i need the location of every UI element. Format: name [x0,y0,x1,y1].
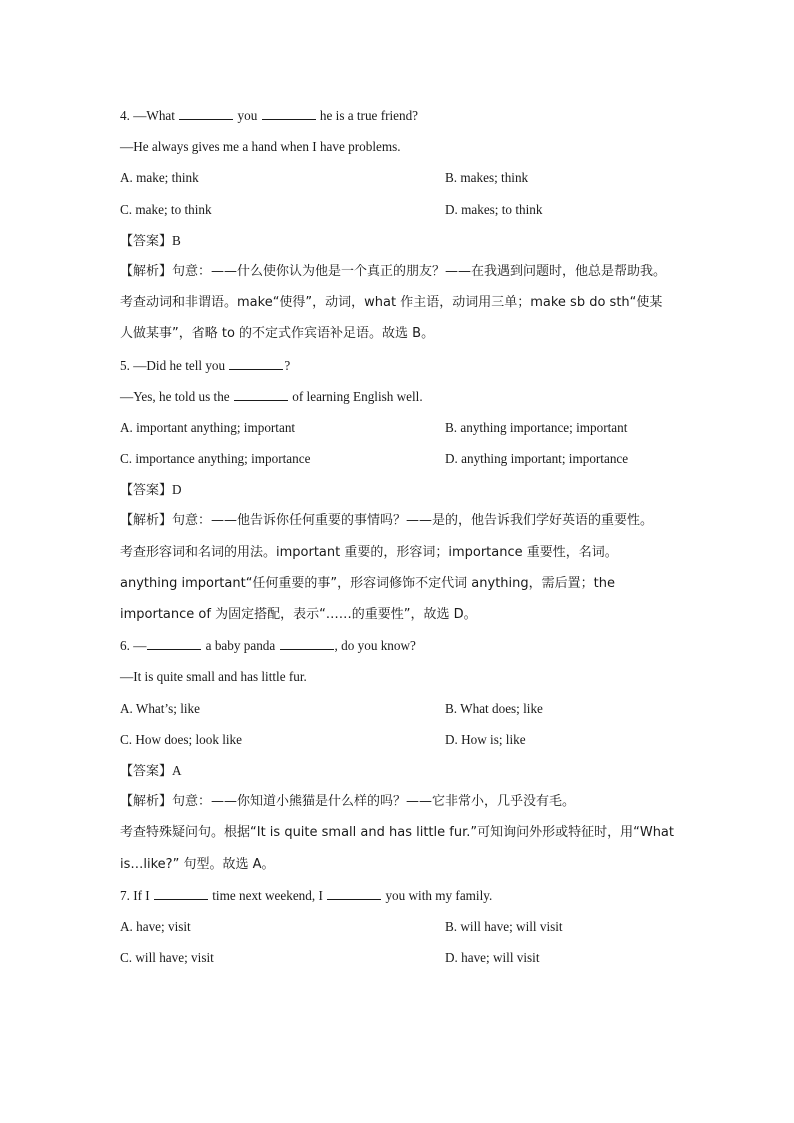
question-7-options-row-2 [120,942,675,973]
question-7-stem [120,880,675,911]
option-d: D. makes; to think [445,201,543,217]
analysis-label: 【解析】 [120,794,173,810]
question-5-options-row-1 [120,412,675,443]
stem-text: a baby panda [202,638,279,654]
option-a: A. What’s; like [120,700,200,716]
option-b: B. What does; like [445,700,543,716]
reply-text: of learning English well. [288,388,423,404]
analysis-label: 【解析】 [120,513,173,529]
answer-value: B [172,232,181,248]
answer-blank [327,886,381,900]
answer-blank [234,387,288,401]
analysis-label: 【解析】 [120,263,173,279]
question-4-analysis [120,256,675,287]
option-a: A. important anything; important [120,419,296,435]
stem-text: he is a true friend? [316,108,419,123]
analysis-text: 句意：——他告诉你任何重要的事情吗？——是的，他告诉我们学好英语的重要性。 [172,513,654,529]
option-c: C. make; to think [120,201,212,217]
analysis-text: 句意：——什么使你认为他是一个真正的朋友？——在我遇到问题时，他总是帮助我。 [172,263,667,279]
answer-label: 【答案】 [120,483,173,499]
question-4-reply: —He always gives me a hand when I have problems. [120,139,401,155]
stem-text: 7. If I [120,887,153,903]
analysis-text: 句意：——你知道小熊猫是什么样的吗？——它非常小，几乎没有毛。 [172,794,576,810]
answer-label: 【答案】 [120,764,173,780]
option-c: C. importance anything; importance [120,451,311,467]
stem-text: , do you know? [334,638,416,654]
option-a: A. have; visit [120,919,191,935]
answer-value: D [172,482,182,498]
answer-blank [280,636,334,650]
option-c: C. will have; visit [120,950,214,966]
question-5-answer [120,474,675,505]
question-6-reply: —It is quite small and has little fur. [120,669,307,685]
question-7-options-row-1 [120,911,675,942]
option-d: D. How is; like [445,731,526,747]
question-5-options-row-2 [120,443,675,474]
reply-text: —Yes, he told us the [120,388,233,404]
stem-text: 5. —Did he tell you [120,357,229,373]
stem-text: 6. — [120,638,147,654]
question-6-analysis [120,786,675,817]
answer-blank [229,356,283,370]
option-c: C. How does; look like [120,731,242,747]
question-4-stem [120,100,675,131]
option-b: B. will have; will visit [445,919,563,935]
answer-blank [262,106,316,120]
stem-text: you with my family. [382,887,493,903]
question-4-options-row-1 [120,162,675,193]
stem-text: time next weekend, I [208,887,327,903]
question-4-explanation: 考查动词和非谓语。make“使得”，动词，what 作主语，动词用三单；make sb do sth“使某人做某事”，省略 to 的不定式作宾语补足语。故选 B。 [120,295,663,342]
question-6-options-row-1 [120,693,675,724]
question-5-stem [120,350,675,381]
option-d: D. anything important; importance [445,451,629,467]
question-5-explanation: 考查形容词和名词的用法。important 重要的，形容词；importance 重要性，名词。anything important“任何重要的事”，形容词修饰不定代词 anything，需后置；the importance of 为固定搭配，表示“……的重要性”，故选 D。 [120,544,618,623]
question-list [120,100,675,973]
question-5-reply [120,381,675,412]
answer-blank [179,106,233,120]
question-4-answer [120,225,675,256]
option-b: B. anything importance; important [445,419,628,435]
question-4-options-row-2 [120,194,675,225]
answer-blank [147,636,201,650]
stem-text: ? [284,357,291,373]
answer-label: 【答案】 [120,233,173,249]
question-6-explanation: 考查特殊疑问句。根据“It is quite small and has little fur.”可知询问外形或特征时，用“What is…like?” 句型。故选 A。 [120,825,674,872]
question-6-stem [120,630,675,661]
question-6-options-row-2 [120,724,675,755]
answer-blank [154,886,208,900]
stem-text: 4. —What [120,108,179,123]
option-a: A. make; think [120,170,199,186]
option-d: D. have; will visit [445,950,540,966]
question-5-analysis [120,505,675,536]
stem-text: you [234,108,261,123]
answer-value: A [172,763,182,779]
option-b: B. makes; think [445,170,529,186]
question-6-answer [120,755,675,786]
